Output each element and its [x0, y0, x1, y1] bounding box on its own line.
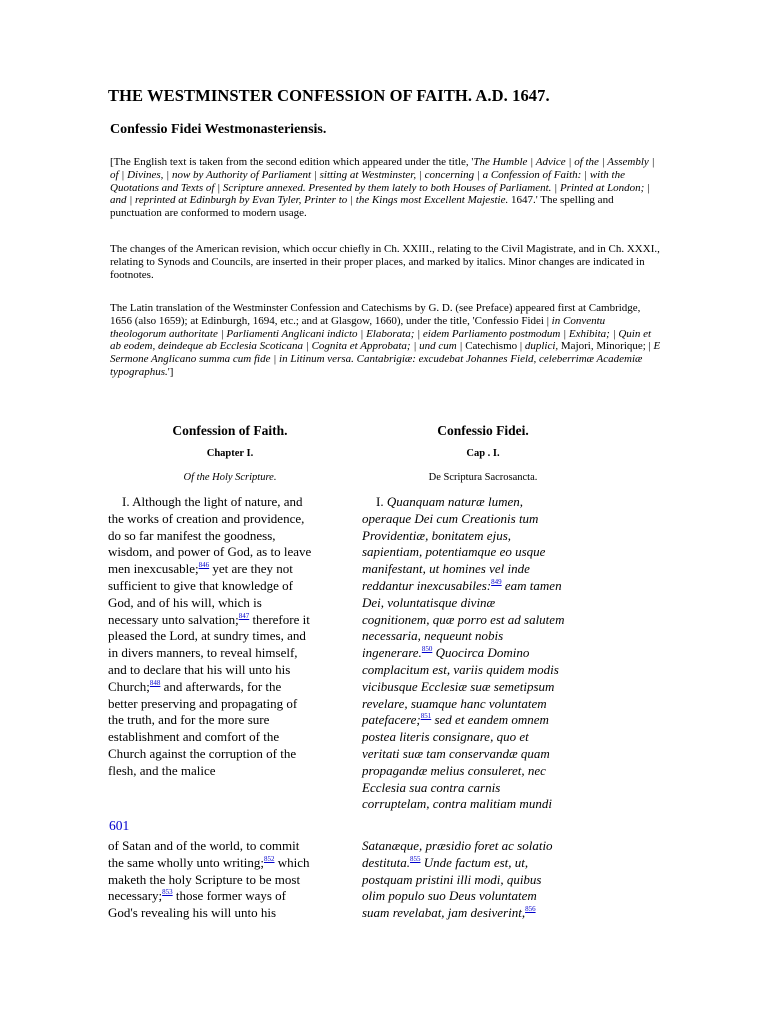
english-column-heading: Confession of Faith. — [172, 423, 288, 438]
document-title: THE WESTMINSTER CONFESSION OF FAITH. A.D. 1647. — [108, 86, 550, 105]
english-line: in divers manners, to reveal himself, — [108, 645, 298, 661]
latin-line: manifestant, ut homines vel inde — [362, 561, 530, 577]
intro-text-1: [The English text is taken from the second edition which appeared under the title, ' — [110, 156, 474, 168]
english-line: of Satan and of the world, to commit — [108, 838, 300, 853]
footnote-link-856[interactable]: 856 — [525, 905, 536, 914]
english-line: maketh the holy Scripture to be most — [108, 871, 301, 887]
latin-note-italic-1: in Conventu theologorum authoritate | Parliamenti Anglicani indicto | Elaborata; | eidem Parliamento postmodum | Exhibita; | Quin et ab eodem, deindeque ab Ecclesia Scoticana | Cognita et Approbata; | und cum | — [110, 314, 652, 353]
english-line: the works of creation and providence, — [108, 510, 305, 526]
latin-line: sapientiam, potentiamque eo usque — [362, 544, 546, 560]
footnote-link-850[interactable]: 850 — [421, 645, 433, 654]
footnote-link-851[interactable]: 851 — [420, 712, 432, 721]
footnote-link-855[interactable]: 855 — [410, 854, 421, 863]
latin-note-italic-2: duplici, — [524, 340, 559, 353]
latin-line: Dei, voluntatisque divinæ — [362, 594, 496, 610]
english-line: pleased the Lord, at sundry times, and — [108, 628, 306, 644]
english-text-block-2 — [108, 838, 354, 922]
latin-column-heading: Confessio Fidei. — [437, 423, 529, 438]
english-line: necessary unto salvation;$^{847}$ therefore it — [108, 611, 310, 627]
english-line: establishment and comfort of the — [108, 729, 280, 745]
english-line: and to declare that his will unto his — [108, 661, 291, 677]
latin-line: operaque Dei cum Creationis tum — [362, 510, 539, 526]
latin-chapter-title: De Scriptura Sacrosancta. — [428, 472, 538, 483]
english-line: flesh, and the malice — [108, 762, 216, 778]
english-chapter-number: Chapter I. — [206, 448, 254, 459]
latin-line: Providentiæ, bonitatem ejus, — [362, 527, 511, 543]
english-text-block-1 — [108, 494, 354, 780]
latin-line: destituta.$^{855}$ Unde factum est, ut, — [362, 854, 529, 870]
english-line: wisdom, and power of God, as to leave — [108, 544, 312, 560]
latin-line: postquam pristini illi modi, quibus — [362, 871, 542, 887]
intro-title-italic: The Humble | Advice | of the | Assembly | of | Divines, | now by Authority of Parliament | sitting at Westminster, | concerning | a Confession of Faith: | with the Quotations and Texts of | Scripture annexed. Presented by them lately to both Houses of Parliament. | Printed at London; | and | reprinted at Edinburgh by Evan Tyler, Printer to | the Kings most Excellent Majestie. — [110, 156, 655, 207]
latin-line: revelare, suamque hanc voluntatem — [362, 695, 547, 711]
english-line: the truth, and for the more sure — [108, 712, 270, 728]
english-chapter-title: Of the Holy Scripture. — [183, 472, 277, 483]
latin-line: Ecclesia sua contra carnis — [362, 779, 501, 795]
latin-line: ingenerare.$^{850}$ Quocirca Domino — [362, 645, 530, 661]
footnote-link-847[interactable]: 847 — [238, 611, 250, 620]
english-line: men inexcusable;$^{846}$ yet are they not — [108, 561, 293, 577]
english-line: God, and of his will, which is — [108, 594, 262, 610]
latin-line: vicibusque Ecclesiæ suæ semetipsum — [362, 678, 555, 694]
latin-note-text-2: Catechismo | — [462, 340, 525, 353]
footnote-link-853[interactable]: 853 — [162, 888, 173, 897]
latin-note-text-1: The Latin translation of the Westminster Confession and Catechisms by G. D. (see Preface) appeared first at Cambridge, 1656 (also 1659); at Edinburgh, 1694, etc.; and at Glasgow, 1660), under the title, 'Confessio Fidei | — [110, 302, 641, 327]
latin-line: olim populo suo Deus voluntatem — [362, 888, 537, 904]
latin-line: postea literis consignare, quo et — [362, 729, 529, 745]
latin-line: suam revelabat, jam desiverint,$^{856}$ — [362, 905, 536, 921]
english-line: God's revealing his will unto his — [108, 905, 277, 921]
american-revision-note: The changes of the American revision, which occur chiefly in Ch. XXIII., relating to the Civil Magistrate, and in Ch. XXXI., relating to Synods and Councils, are inserted in their proper places, and marked by italics. Minor changes are indicated in footnotes. — [110, 243, 660, 281]
english-line: better preserving and propagating of — [108, 695, 298, 711]
english-line: do so far manifest the goodness, — [108, 527, 276, 543]
latin-text-block-1 — [362, 494, 610, 813]
intro-text-2: 1647.' The spelling and punctuation are conformed to modern usage. — [110, 194, 614, 220]
english-line: Church;$^{848}$ and afterwards, for the — [108, 678, 282, 694]
english-line: the same wholly unto writing;$^{852}$ which — [108, 854, 310, 870]
latin-text-block-2 — [362, 838, 610, 922]
footnote-link-849[interactable]: 849 — [491, 577, 502, 586]
latin-note-italic-3: E Sermone Anglicano summa cum fide | in Litinum versa. Cantabrigiæ: excudebat Johannes Field, celeberrimæ Academiæ typographus. — [110, 340, 661, 378]
latin-chapter-number: Cap . I. — [466, 448, 500, 459]
english-line: I. Although the light of nature, and — [122, 494, 303, 509]
latin-note-text-4: '] — [167, 365, 174, 378]
latin-title: Confessio Fidei Westmonasteriensis. — [110, 122, 327, 137]
latin-line: I. Quanquam naturæ lumen, — [376, 494, 523, 509]
english-line: necessary;$^{853}$ those former ways of — [108, 888, 286, 904]
english-line: Church against the corruption of the — [108, 745, 297, 761]
latin-line: propagandæ melius consuleret, nec — [362, 762, 546, 778]
page-number-link[interactable]: 601 — [109, 818, 130, 833]
latin-line: cognitionem, quæ porro est ad salutem — [362, 611, 565, 627]
intro-note — [110, 156, 662, 220]
latin-line: Satanæque, præsidio foret ac solatio — [362, 838, 553, 853]
english-line: sufficient to give that knowledge of — [108, 577, 293, 593]
latin-line: veritati suæ tam conservandæ quam — [362, 745, 550, 761]
latin-line: corruptelam, contra malitiam mundi — [362, 796, 552, 812]
latin-note-text-3: Majori, Minorique; | — [558, 340, 654, 353]
latin-line: complacitum est, variis quidem modis — [362, 661, 559, 677]
footnote-link-848[interactable]: 848 — [149, 678, 161, 687]
latin-line: patefacere;$^{851}$ sed et eandem omnem — [362, 712, 549, 728]
latin-line: reddantur inexcusabiles:$^{849}$ eam tamen — [362, 577, 562, 593]
footnote-link-852[interactable]: 852 — [263, 854, 275, 863]
latin-line: necessaria, nequeunt nobis — [362, 628, 504, 644]
footnote-link-846[interactable]: 846 — [198, 561, 210, 570]
latin-translation-note — [110, 302, 662, 379]
section-numeral: I. — [376, 494, 387, 509]
